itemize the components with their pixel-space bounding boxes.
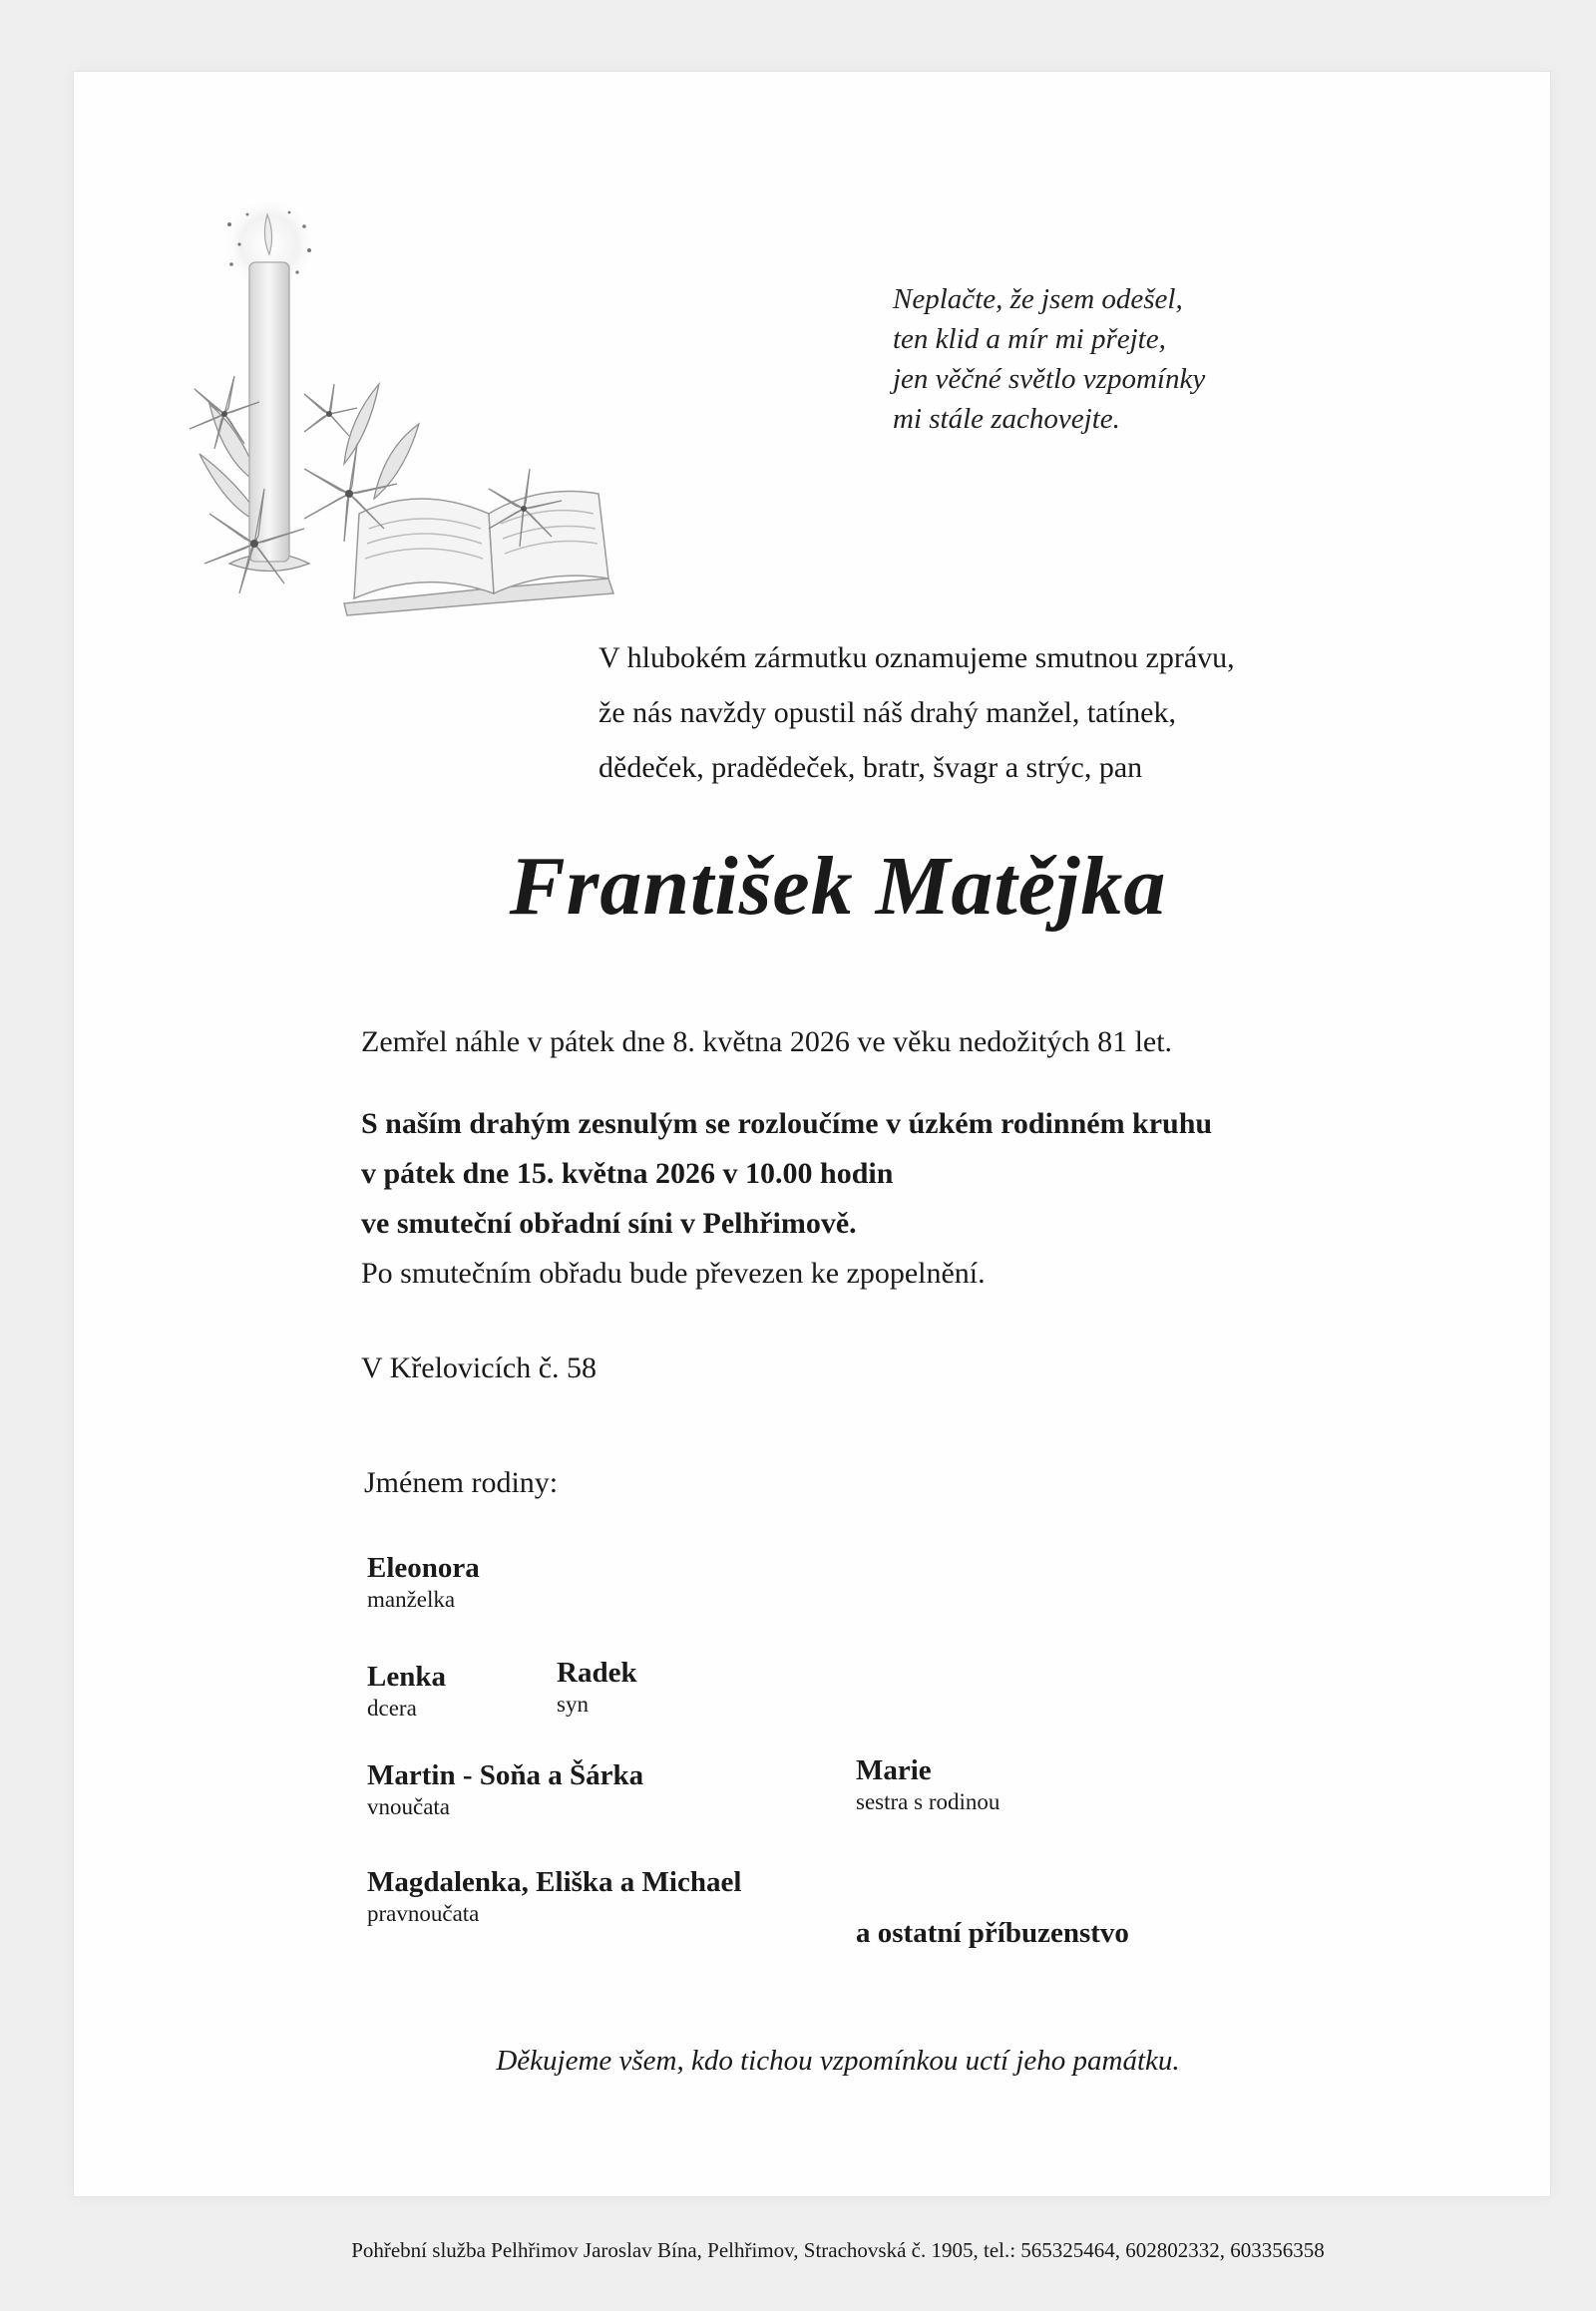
address: V Křelovicích č. 58: [361, 1351, 598, 1384]
ceremony-line: v pátek dne 15. května 2026 v 10.00 hodin: [361, 1157, 894, 1190]
family-member: [367, 1758, 643, 1822]
announcement-line: V hlubokém zármutku oznamujeme smutnou zprávu,: [598, 641, 1235, 674]
announcement: [598, 630, 1235, 795]
poem-line: ten klid a mír mi přejte,: [893, 323, 1166, 355]
poem-line: jen věčné světlo vzpomínky: [893, 363, 1206, 395]
member-name: Lenka: [367, 1661, 446, 1693]
family-member: [367, 1551, 480, 1615]
poem-line: mi stále zachovejte.: [893, 403, 1120, 435]
member-relation: dcera: [367, 1696, 417, 1721]
family-member: [557, 1656, 637, 1720]
family-member: [367, 1865, 741, 1929]
member-relation: pravnoučata: [367, 1901, 480, 1926]
ceremony-line: ve smuteční obřadní síni v Pelhřimově.: [361, 1207, 857, 1240]
member-name: Marie: [856, 1754, 932, 1786]
member-relation: manželka: [367, 1587, 456, 1612]
member-relation: sestra s rodinou: [856, 1789, 1000, 1814]
family-title: Jménem rodiny:: [364, 1466, 559, 1499]
announcement-line: že nás navždy opustil náš drahý manžel, tatínek,: [598, 696, 1176, 729]
member-relation: syn: [557, 1692, 589, 1717]
member-name: Martin - Soňa a Šárka: [367, 1759, 644, 1791]
poem-line: Neplačte, že jsem odešel,: [893, 283, 1183, 315]
member-name: Eleonora: [367, 1552, 480, 1584]
other-relatives: a ostatní příbuzenstvo: [856, 1917, 1129, 1949]
family-member: [856, 1753, 999, 1817]
funeral-service-footer: Pohřební služba Pelhřimov Jaroslav Bína, Pelhřimov, Strachovská č. 1905, tel.: 565325464, 602802332, 603356358: [351, 2238, 1325, 2262]
ceremony-line: S naším drahým zesnulým se rozloučíme v úzkém rodinném kruhu: [361, 1107, 1213, 1140]
thanks-line: Děkujeme všem, kdo tichou vzpomínkou uctí jeho památku.: [496, 2045, 1180, 2077]
member-relation: vnoučata: [367, 1794, 451, 1819]
member-name: Radek: [557, 1657, 637, 1689]
ceremony-info: [361, 1099, 1212, 1299]
family-member: [367, 1660, 446, 1724]
candle-lilies-book-icon: [170, 185, 618, 633]
deceased-name: František Matějka: [509, 840, 1167, 933]
death-notice: Zemřel náhle v pátek dne 8. května 2026 ve věku nedožitých 81 let.: [361, 1025, 1173, 1058]
announcement-line: dědeček, pradědeček, bratr, švagr a strýc, pan: [598, 751, 1143, 784]
member-name: Magdalenka, Eliška a Michael: [367, 1866, 742, 1898]
poem: [893, 279, 1205, 439]
cremation-note: Po smutečním obřadu bude převezen ke zpopelnění.: [361, 1257, 986, 1290]
